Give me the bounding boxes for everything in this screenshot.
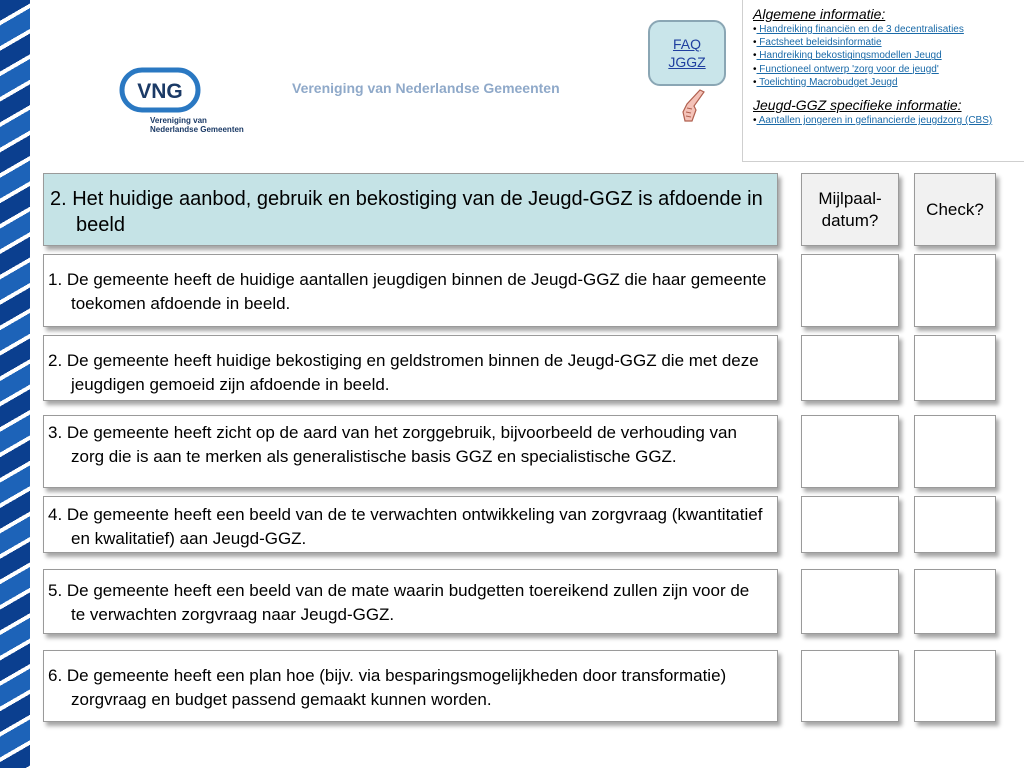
info-panel <box>742 0 1024 162</box>
decorative-side-stripe <box>0 0 30 768</box>
logo-text: VNG <box>137 80 183 103</box>
check-column-header: Check? <box>914 173 996 246</box>
faq-label-line2[interactable]: JGGZ <box>668 54 706 70</box>
pointing-hand-icon <box>678 88 708 124</box>
vng-logo <box>118 66 258 136</box>
milestone-date-field-5[interactable] <box>801 569 899 634</box>
section-title: 2. Het huidige aanbod, gebruik en bekostiging van de Jeugd-GGZ is afdoende in beeld <box>50 188 763 236</box>
check-box-2[interactable] <box>914 335 996 401</box>
section-title-box <box>43 173 778 246</box>
milestone-date-field-1[interactable] <box>801 254 899 327</box>
milestone-date-field-6[interactable] <box>801 650 899 722</box>
check-box-1[interactable] <box>914 254 996 327</box>
info-link-3[interactable]: • Functioneel ontwerp 'zorg voor de jeugd' <box>753 63 939 75</box>
info-link-0[interactable]: • Handreiking financiën en de 3 decentralisaties <box>753 24 964 35</box>
info-link-1[interactable]: • Factsheet beleidsinformatie <box>753 37 882 49</box>
milestone-column-header: Mijlpaal-datum? <box>801 173 899 246</box>
faq-label-line1[interactable]: FAQ <box>672 36 701 52</box>
check-box-6[interactable] <box>914 650 996 722</box>
checklist-item-3: 3. De gemeente heeft zicht op de aard van het zorggebruik, bijvoorbeeld de verhouding van zorg die is aan te merken als generalistische basis GGZ en specialistische GGZ. <box>43 415 778 488</box>
info-link-4[interactable]: • Toelichting Macrobudget Jeugd <box>753 76 898 88</box>
check-box-5[interactable] <box>914 569 996 634</box>
checklist-item-2: 2. De gemeente heeft huidige bekostiging en geldstromen binnen de Jeugd-GGZ die met deze jeugdigen gemoeid zijn afdoende in beeld. <box>43 335 778 401</box>
milestone-date-field-2[interactable] <box>801 335 899 401</box>
logo-subtitle: Vereniging van Nederlandse Gemeenten <box>150 116 244 134</box>
check-box-4[interactable] <box>914 496 996 553</box>
checklist-item-6: 6. De gemeente heeft een plan hoe (bijv. via besparingsmogelijkheden door transformatie) zorgvraag en budget passend gemaakt kunnen worden. <box>43 650 778 722</box>
milestone-date-field-4[interactable] <box>801 496 899 553</box>
info-link-2[interactable]: • Handreiking bekostigingsmodellen Jeugd <box>753 50 942 62</box>
checklist-item-4: 4. De gemeente heeft een beeld van de te verwachten ontwikkeling van zorgvraag (kwantitatief en kwalitatief) aan Jeugd-GGZ. <box>43 496 778 553</box>
faq-jggz-button[interactable] <box>648 20 726 86</box>
check-box-3[interactable] <box>914 415 996 488</box>
checklist-item-5: 5. De gemeente heeft een beeld van de mate waarin budgetten toereikend zullen zijn voor de te verwachten zorgvraag naar Jeugd-GGZ. <box>43 569 778 634</box>
specific-info-heading: Jeugd-GGZ specifieke informatie: <box>753 97 962 114</box>
checklist-item-1: 1. De gemeente heeft de huidige aantallen jeugdigen binnen de Jeugd-GGZ die haar gemeente toekomen afdoende in beeld. <box>43 254 778 327</box>
general-info-heading: Algemene informatie: <box>753 6 886 22</box>
organization-name: Vereniging van Nederlandse Gemeenten <box>292 80 560 96</box>
info-link-cbs[interactable]: • Aantallen jongeren in gefinancierde jeugdzorg (CBS) <box>753 115 993 127</box>
milestone-date-field-3[interactable] <box>801 415 899 488</box>
